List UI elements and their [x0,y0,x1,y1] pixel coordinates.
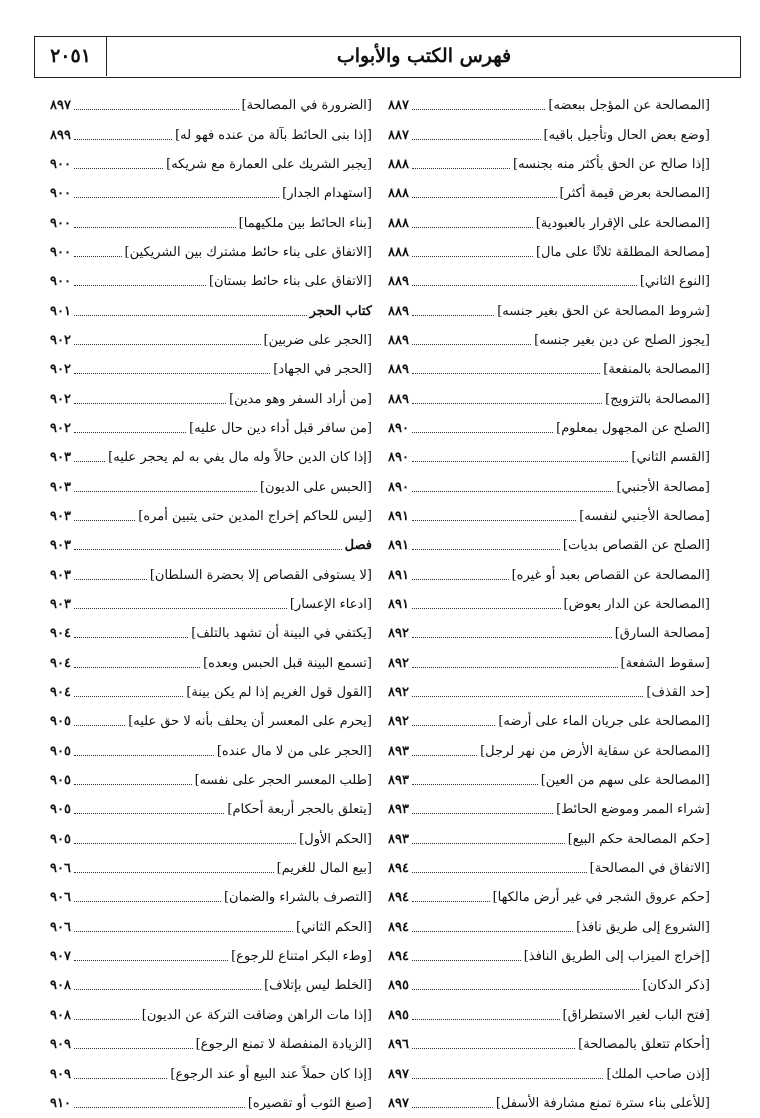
entry-page-number: ٩٠٧ [50,949,71,965]
leader-dots [74,1107,245,1108]
entry-page-number: ٩٠٥ [50,831,71,847]
index-entry [50,590,372,619]
entry-title: [المصالحة على الإقرار بالعبودية] [535,215,710,231]
leader-dots [74,197,279,198]
entry-page-number: ٩٠٠ [50,215,71,231]
leader-dots [74,784,192,785]
entry-page-number: ٩٠٣ [50,567,71,583]
leader-dots [412,227,533,228]
entry-page-number: ٨٨٨ [388,186,409,202]
leader-dots [412,315,494,316]
leader-dots [412,667,618,668]
leader-dots [74,344,261,345]
index-entry [50,355,372,384]
leader-dots [74,1019,139,1020]
index-entry [50,414,372,443]
entry-page-number: ٨٩٥ [388,978,409,994]
leader-dots [74,491,257,492]
entry-page-number: ٨٩٢ [388,685,409,701]
index-entry [50,1030,372,1059]
leader-dots [412,637,612,638]
leader-dots [412,549,560,550]
leader-dots [74,931,293,932]
entry-page-number: ٨٩٤ [388,890,409,906]
leader-dots [412,813,553,814]
leader-dots [412,1048,575,1049]
leader-dots [74,403,226,404]
index-entry [388,1089,710,1118]
entry-title: [مصالحة الأجنبي لنفسه] [579,508,710,524]
entry-page-number: ٩٠٨ [50,978,71,994]
index-entry [388,795,710,824]
entry-title: [مصالحة السارق] [614,626,710,642]
index-entry [388,561,710,590]
entry-title: [إذا صالح عن الحق بأكثر منه بجنسه] [513,156,710,172]
page-title: فهرس الكتب والأبواب [336,45,512,67]
entry-page-number: ٩٠٣ [50,508,71,524]
entry-page-number: ٨٩١ [388,508,409,524]
index-entry [50,238,372,267]
entry-title: [إذا كان حملاً عند البيع أو عند الرجوع] [170,1066,372,1082]
entry-page-number: ٩٠٢ [50,420,71,436]
index-entry [50,561,372,590]
entry-title: [الصلح عن المجهول بمعلوم] [556,420,710,436]
entry-title: [مصالحة الأجنبي] [616,479,710,495]
entry-page-number: ٩٠٩ [50,1066,71,1082]
index-entry [50,1001,372,1030]
entry-title: [ادعاء الإعسار] [289,597,372,613]
leader-dots [74,520,135,521]
leader-dots [412,1019,560,1020]
entry-title: [المصالحة بالتزويج] [605,391,710,407]
entry-page-number: ٨٩٤ [388,861,409,877]
index-entry [388,649,710,678]
entry-page-number: ٩٠٦ [50,861,71,877]
index-entry [388,883,710,912]
leader-dots [412,432,553,433]
entry-page-number: ٨٩٢ [388,714,409,730]
entry-page-number: ٩٠٣ [50,538,71,554]
index-entry [388,766,710,795]
entry-title: [المصالحة عن الدار بعوض] [563,597,710,613]
entry-title: [الخلط ليس بإتلاف] [264,978,372,994]
index-entry [50,1089,372,1118]
leader-dots [74,432,186,433]
entry-page-number: ٨٨٨ [388,215,409,231]
leader-dots [74,637,188,638]
entry-title: [الشروع إلى طريق نافذ] [576,919,710,935]
index-entry [50,942,372,971]
leader-dots [74,813,224,814]
entry-title: [يجوز الصلح عن دين بغير جنسه] [534,332,710,348]
entry-page-number: ٩٠٥ [50,714,71,730]
entry-page-number: ٩٠٤ [50,655,71,671]
entry-title: [حد القذف] [646,685,710,701]
entry-title: [المصالحة عن القصاص بعبد أو غيره] [511,567,710,583]
entry-page-number: ٨٩٠ [388,450,409,466]
entry-title: [حكم عروق الشجر في غير أرض مالكها] [492,890,710,906]
entry-page-number: ٨٩٣ [388,773,409,789]
entry-title: [الاتفاق على بناء حائط مشترك بين الشريكين] [124,244,372,260]
index-entry [388,1030,710,1059]
index-entry [388,150,710,179]
entry-title: [ليس للحاكم إخراج المدين حتى يتبين أمره] [138,508,372,524]
index-entry [388,590,710,619]
leader-dots [412,197,557,198]
leader-dots [412,1078,604,1079]
entry-title: [المصالحة على جريان الماء على أرضه] [498,714,710,730]
entry-title: [إخراج الميزاب إلى الطريق النافذ] [523,949,710,965]
index-entry [388,472,710,501]
entry-page-number: ٨٩١ [388,597,409,613]
index-entry [388,737,710,766]
leader-dots [74,139,172,140]
entry-page-number: ٩٠٠ [50,156,71,172]
index-entry [50,384,372,413]
index-entry [50,971,372,1000]
index-entry [388,707,710,736]
entry-page-number: ٨٨٨ [388,156,409,172]
leader-dots [74,696,183,697]
leader-dots [412,373,600,374]
leader-dots [74,901,221,902]
entry-title: [الحبس على الديون] [259,479,372,495]
entry-title: [طلب المعسر الحجر على نفسه] [194,773,372,789]
index-entry [50,502,372,531]
entry-title: [إذن صاحب الملك] [606,1066,710,1082]
leader-dots [74,315,307,316]
leader-dots [74,168,163,169]
leader-dots [412,696,643,697]
entry-page-number: ٩٠٩ [50,1037,71,1053]
leader-dots [74,960,228,961]
entry-title: [الاتفاق في المصالحة] [589,861,710,877]
entry-page-number: ٨٨٩ [388,332,409,348]
leader-dots [74,872,274,873]
leader-dots [412,403,602,404]
entry-page-number: ٩٠٠ [50,186,71,202]
index-entry [388,1059,710,1088]
entry-page-number: ٨٩١ [388,538,409,554]
leader-dots [74,227,236,228]
entry-title: [فتح الباب لغير الاستطراق] [562,1007,710,1023]
entry-page-number: ٩٠٥ [50,743,71,759]
entry-page-number: ٨٩٢ [388,626,409,642]
index-entry [388,913,710,942]
index-entry [388,238,710,267]
leader-dots [74,285,206,286]
index-entry [388,326,710,355]
entry-page-number: ٨٨٩ [388,303,409,319]
leader-dots [412,608,561,609]
entry-title: [ذكر الدكان] [642,978,710,994]
entry-page-number: ٩١٠ [50,1095,71,1111]
entry-page-number: ٨٩٧ [388,1066,409,1082]
leader-dots [74,725,125,726]
index-entry [50,267,372,296]
entry-page-number: ٨٩٩ [50,127,71,143]
entry-page-number: ٨٨٩ [388,362,409,378]
leader-dots [412,960,521,961]
index-entry [50,766,372,795]
index-entry [50,326,372,355]
index-entry [388,502,710,531]
entry-page-number: ٩٠٣ [50,479,71,495]
leader-dots [74,256,122,257]
index-entry [50,619,372,648]
page-header [34,36,741,78]
leader-dots [412,109,545,110]
entry-title: [المصالحة بالمنفعة] [603,362,710,378]
entry-title: [المصالحة بعرض قيمة أكثر] [559,186,710,202]
leader-dots [412,579,509,580]
index-entry [50,208,372,237]
entry-title: [إذا كان الدين حالاً وله مال يفي به لم يحجر عليه] [108,450,372,466]
index-entry [388,267,710,296]
index-entry [50,737,372,766]
entry-title: [التصرف بالشراء والضمان] [223,890,372,906]
entry-title: [شروط المصالحة عن الحق بغير جنسه] [497,303,710,319]
entry-page-number: ٨٩٣ [388,802,409,818]
index-entry [388,825,710,854]
index-entry [50,649,372,678]
index-column-left [50,91,372,1118]
index-entry [388,120,710,149]
entry-page-number: ٩٠٤ [50,685,71,701]
entry-title: [استهدام الجدار] [282,186,372,202]
entry-title: كتاب الحجر [309,303,372,319]
index-entry [50,678,372,707]
index-entry [388,531,710,560]
entry-page-number: ٩٠٨ [50,1007,71,1023]
entry-title: [الصلح عن القصاص بديات] [562,538,710,554]
entry-page-number: ٨٩١ [388,567,409,583]
leader-dots [412,784,538,785]
entry-title: [الزيادة المنفصلة لا تمنع الرجوع] [195,1037,372,1053]
entry-page-number: ٩٠٠ [50,244,71,260]
entry-page-number: ٨٩٢ [388,655,409,671]
entry-title: [إذا مات الراهن وضاقت التركة عن الديون] [141,1007,372,1023]
leader-dots [412,872,587,873]
entry-page-number: ٨٩٧ [50,98,71,114]
entry-title: [الحجر في الجهاد] [273,362,372,378]
entry-page-number: ٩٠٠ [50,274,71,290]
leader-dots [412,256,533,257]
index-entry [50,883,372,912]
entry-page-number: ٨٩٤ [388,919,409,935]
index-section-heading [50,531,372,560]
entry-title: [الاتفاق على بناء حائط بستان] [208,274,372,290]
leader-dots [412,1107,493,1108]
entry-title: [النوع الثاني] [639,274,710,290]
entry-page-number: ٨٩٦ [388,1037,409,1053]
leader-dots [74,608,287,609]
leader-dots [74,109,239,110]
leader-dots [412,520,576,521]
entry-page-number: ٩٠٣ [50,450,71,466]
index-entry [388,355,710,384]
index-entry [50,472,372,501]
entry-title: [الحكم الأول] [299,831,372,847]
index-entry [388,179,710,208]
index-entry [50,854,372,883]
index-entry [50,825,372,854]
entry-title: [صبغ الثوب أو تقصيره] [247,1095,372,1111]
index-entry [388,942,710,971]
entry-title: [بيع المال للغريم] [276,861,372,877]
leader-dots [412,491,614,492]
index-entry [388,91,710,120]
page-number: ٢٠٥١ [35,37,107,76]
leader-dots [74,1078,167,1079]
entry-page-number: ٨٩٣ [388,743,409,759]
entry-title: [يجبر الشريك على العمارة مع شريكه] [166,156,372,172]
leader-dots [412,285,637,286]
index-entry [50,443,372,472]
index-entry [388,414,710,443]
leader-dots [412,901,490,902]
entry-title: [الضرورة في المصالحة] [241,98,372,114]
entry-page-number: ٩٠٤ [50,626,71,642]
entry-title: [المصالحة على سهم من العين] [540,773,710,789]
entry-title: [لا يستوفى القصاص إلا بحضرة السلطان] [149,567,372,583]
leader-dots [74,1048,193,1049]
leader-dots [74,549,342,550]
entry-title: [القسم الثاني] [631,450,710,466]
index-entry [388,296,710,325]
index-entry [388,678,710,707]
leader-dots [412,843,565,844]
entry-title: [للأعلى بناء سترة تمنع مشارفة الأسفل] [495,1095,710,1111]
leader-dots [74,755,214,756]
leader-dots [412,344,531,345]
index-entry [50,91,372,120]
index-entry [388,1001,710,1030]
index-entry [50,913,372,942]
entry-title: [حكم المصالحة حكم البيع] [567,831,710,847]
leader-dots [74,373,270,374]
leader-dots [412,725,495,726]
entry-page-number: ٩٠٥ [50,773,71,789]
index-entry [50,120,372,149]
entry-title: [أحكام تتعلق بالمصالحة] [578,1037,710,1053]
index-entry [388,443,710,472]
entry-page-number: ٩٠١ [50,303,71,319]
leader-dots [74,461,105,462]
index-entry [388,619,710,648]
entry-title: [يتعلق بالحجر أربعة أحكام] [227,802,372,818]
entry-title: [إذا بنى الحائط بآلة من عنده فهو له] [175,127,372,143]
entry-page-number: ٩٠٦ [50,890,71,906]
index-entry [50,707,372,736]
leader-dots [74,843,296,844]
entry-page-number: ٨٩٥ [388,1007,409,1023]
index-entry [388,971,710,1000]
entry-title: [القول قول الغريم إذا لم يكن بينة] [186,685,372,701]
entry-title: [الحجر على ضربين] [263,332,372,348]
leader-dots [412,139,541,140]
entry-page-number: ٨٨٧ [388,127,409,143]
entry-page-number: ٩٠٢ [50,362,71,378]
entry-page-number: ٨٩٣ [388,831,409,847]
entry-title: [الحجر على من لا مال عنده] [216,743,372,759]
entry-page-number: ٨٨٩ [388,391,409,407]
entry-title: [الحكم الثاني] [296,919,372,935]
index-section-heading [50,296,372,325]
index-entry [388,854,710,883]
leader-dots [412,168,510,169]
entry-page-number: ٨٩٤ [388,949,409,965]
entry-page-number: ٨٩٧ [388,1095,409,1111]
entry-title: فصل [344,538,372,554]
entry-title: [وضع بعض الحال وتأجيل باقيه] [543,127,710,143]
entry-page-number: ٩٠٦ [50,919,71,935]
leader-dots [74,579,147,580]
entry-page-number: ٩٠٣ [50,597,71,613]
leader-dots [412,989,640,990]
entry-page-number: ٨٩٠ [388,479,409,495]
entry-title: [تسمع البينة قبل الحبس وبعده] [203,655,372,671]
entry-page-number: ٩٠٢ [50,332,71,348]
entry-title: [شراء الممر وموضع الحائط] [556,802,710,818]
index-entry [388,208,710,237]
entry-page-number: ٩٠٥ [50,802,71,818]
entry-page-number: ٨٨٩ [388,274,409,290]
leader-dots [412,461,628,462]
index-entry [388,384,710,413]
leader-dots [412,755,477,756]
index-entry [50,179,372,208]
entry-title: [مصالحة المطلقة ثلاثًا على مال] [535,244,710,260]
entry-title: [سقوط الشفعة] [620,655,710,671]
entry-title: [يكتفي في البينة أن تشهد بالتلف] [191,626,372,642]
entry-page-number: ٨٨٨ [388,244,409,260]
entry-title: [من سافر قبل أداء دين حال عليه] [189,420,372,436]
entry-title: [بناء الحائط بين ملكيهما] [238,215,372,231]
entry-page-number: ٨٨٧ [388,98,409,114]
leader-dots [74,989,261,990]
index-column-right [388,91,710,1118]
index-entry [50,795,372,824]
leader-dots [412,931,573,932]
entry-page-number: ٩٠٢ [50,391,71,407]
entry-title: [يحرم على المعسر أن يحلف بأنه لا حق عليه] [128,714,372,730]
entry-title: [المصالحة عن المؤجل ببعضه] [548,98,710,114]
entry-title: [وطء البكر امتناع للرجوع] [231,949,372,965]
entry-title: [المصالحة عن سقاية الأرض من نهر لرجل] [480,743,710,759]
index-entry [50,150,372,179]
entry-title: [من أراد السفر وهو مدين] [229,391,372,407]
entry-page-number: ٨٩٠ [388,420,409,436]
index-entry [50,1059,372,1088]
leader-dots [74,667,200,668]
